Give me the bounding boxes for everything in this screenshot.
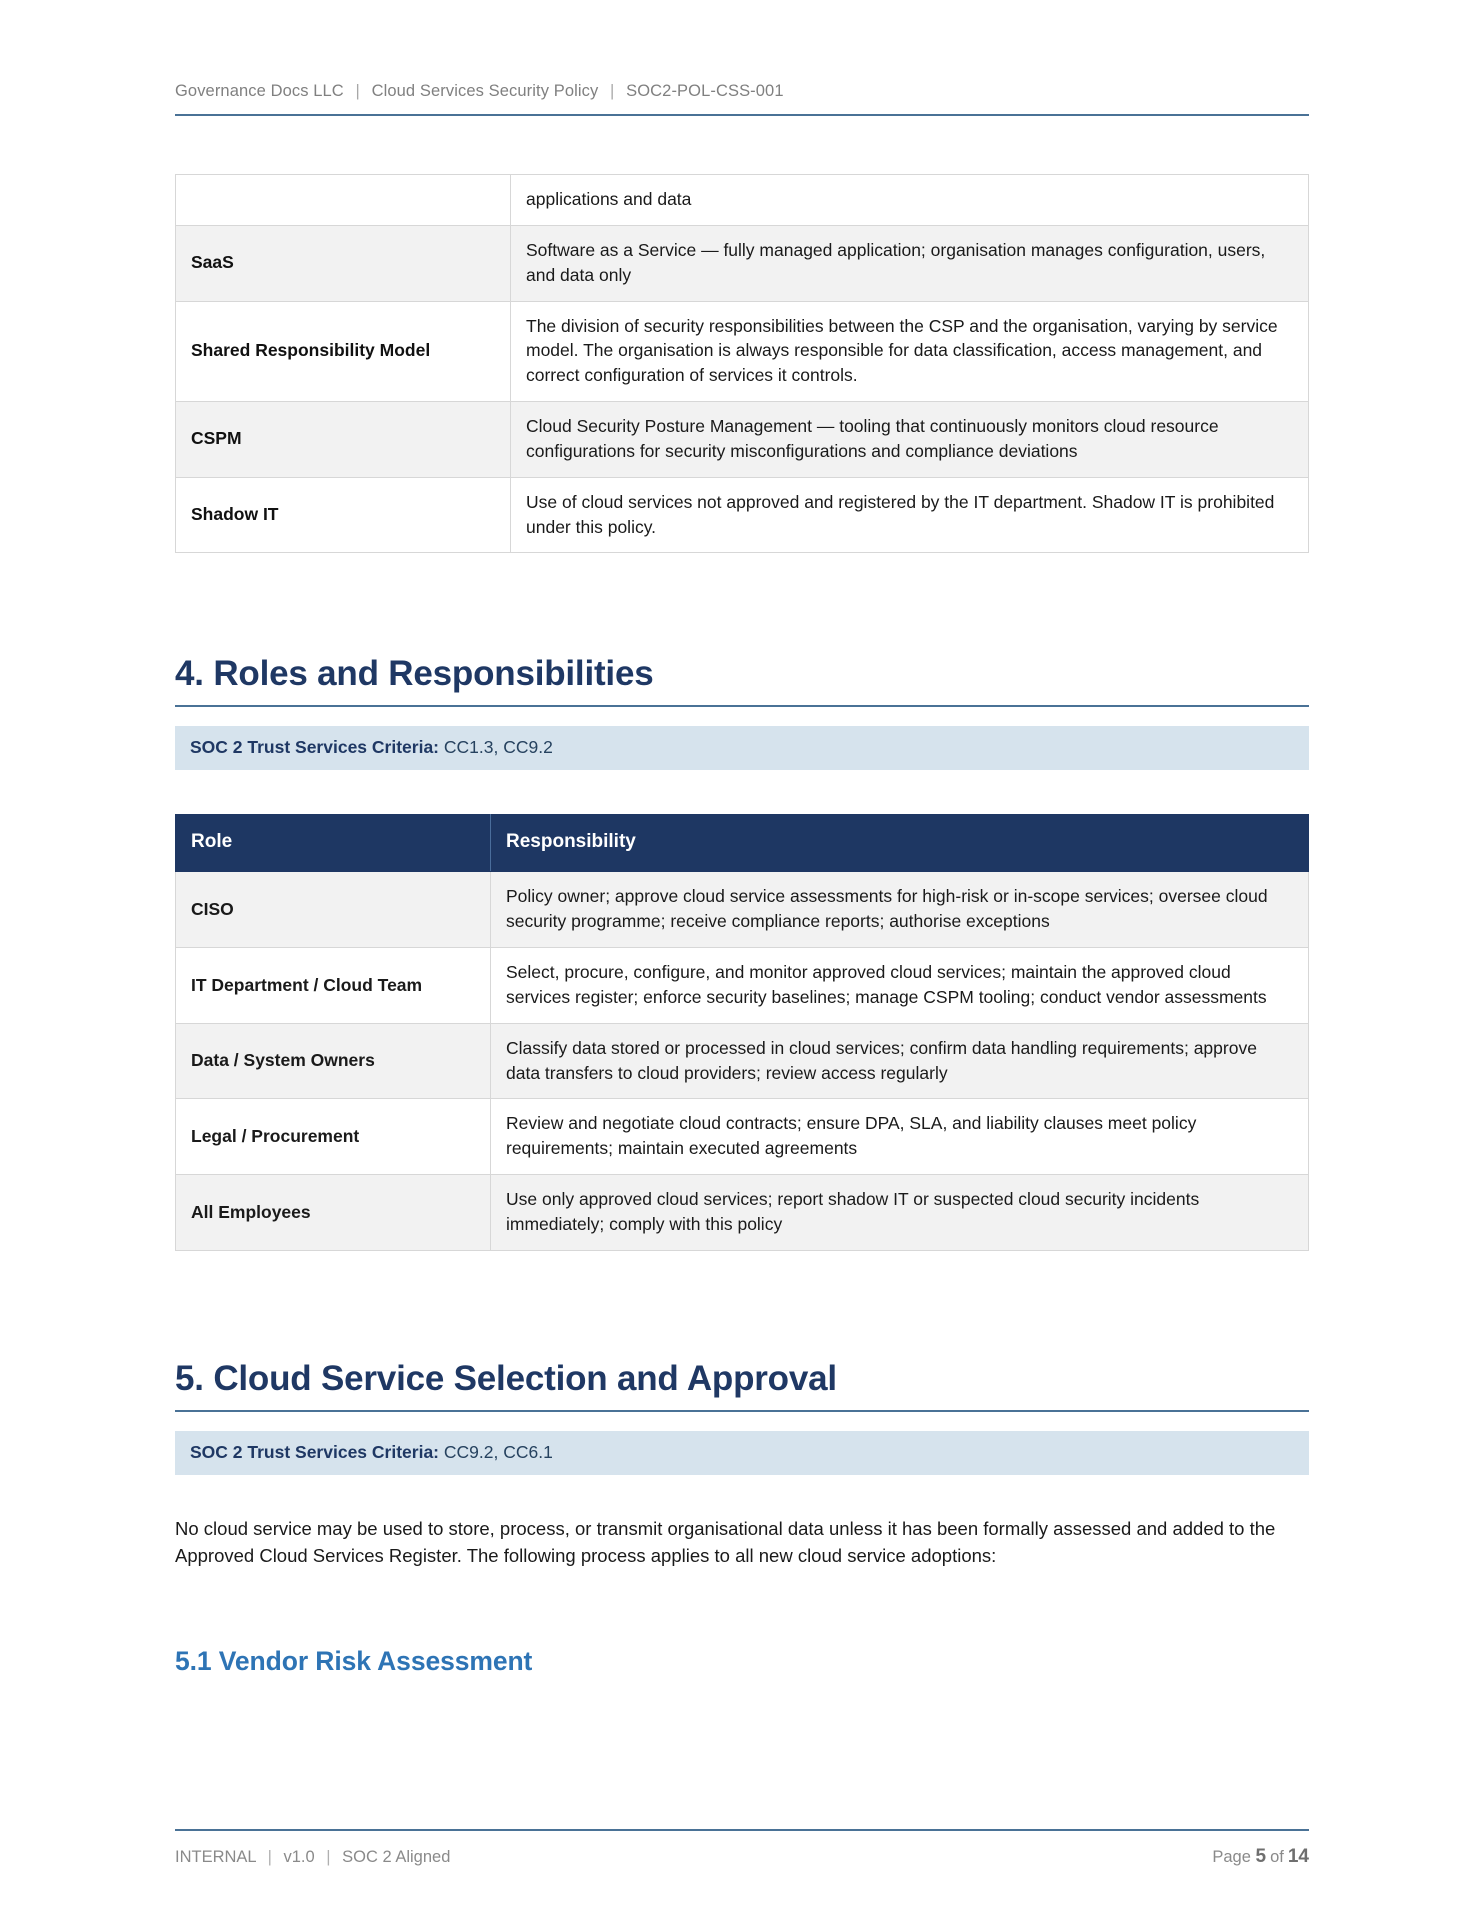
header-org: Governance Docs LLC [175,82,344,100]
glossary-term: Shared Responsibility Model [176,301,511,402]
glossary-term: CSPM [176,402,511,478]
section-4 [175,646,1309,1250]
section-5-heading: 5. Cloud Service Selection and Approval [175,1358,837,1398]
document-running-footer [175,1829,1309,1868]
footer-alignment: SOC 2 Aligned [342,1848,451,1866]
table-row [176,301,1309,402]
section-5-paragraph: No cloud service may be used to store, process, or transmit organisational data unless it has been formally assessed and added to the Approved Cloud Services Register. The following process applies to all new cloud service adoptions: [175,1517,1276,1567]
table-row [176,402,1309,478]
glossary-description: Use of cloud services not approved and registered by the IT department. Shadow IT is prohibited under this policy. [511,477,1309,553]
table-row [176,1023,1309,1099]
table-header-row [176,815,1309,872]
column-header-responsibility: Responsibility [491,815,1309,872]
footer-separator-2: | [326,1848,331,1866]
section-4-criteria-banner [175,726,1309,770]
column-header-role: Role [176,815,491,872]
footer-page-number [1212,1846,1309,1868]
header-separator-2: | [610,82,615,100]
role-responsibility: Use only approved cloud services; report shadow IT or suspected cloud security incidents immediately; comply with this policy [491,1175,1309,1251]
role-name: Legal / Procurement [176,1099,491,1175]
role-responsibility: Select, procure, configure, and monitor approved cloud services; maintain the approved cloud services register; enforce security baselines; manage CSPM tooling; conduct vendor assessments [491,948,1309,1024]
glossary-term [176,175,511,226]
criteria-values: CC1.3, CC9.2 [443,737,553,758]
document-running-header [175,0,1309,101]
footer-version: v1.0 [283,1848,315,1866]
footer-divider-rule [175,1829,1309,1831]
role-name: IT Department / Cloud Team [176,948,491,1024]
role-responsibility: Review and negotiate cloud contracts; ensure DPA, SLA, and liability clauses meet policy requirements; maintain executed agreements [491,1099,1309,1175]
page-current: 5 [1255,1846,1267,1867]
footer-classification: INTERNAL [175,1848,256,1866]
glossary-term: SaaS [176,225,511,301]
glossary-term: Shadow IT [176,477,511,553]
role-responsibility: Classify data stored or processed in cloud services; confirm data handling requirements; approve data transfers to cloud providers; review access regularly [491,1023,1309,1099]
header-doc-id: SOC2-POL-CSS-001 [626,82,784,100]
section-5 [175,1351,1309,1677]
criteria-label: SOC 2 Trust Services Criteria: [190,1441,439,1462]
footer-separator-1: | [267,1848,272,1866]
page-total: 14 [1287,1846,1309,1867]
page-word: Page [1212,1848,1251,1866]
role-name: CISO [176,872,491,948]
header-separator-1: | [355,82,360,100]
table-row [176,948,1309,1024]
header-doc-title: Cloud Services Security Policy [371,82,599,100]
table-row [176,872,1309,948]
glossary-description: applications and data [511,175,1309,226]
section-4-heading: 4. Roles and Responsibilities [175,654,654,694]
roles-responsibilities-table [175,814,1309,1250]
table-row [176,225,1309,301]
footer-left-meta [175,1848,450,1867]
role-name: Data / System Owners [176,1023,491,1099]
glossary-table [175,174,1309,553]
criteria-label: SOC 2 Trust Services Criteria: [190,737,439,758]
criteria-values: CC9.2, CC6.1 [443,1441,553,1462]
glossary-description: Software as a Service — fully managed application; organisation manages configuration, users, and data only [511,225,1309,301]
role-name: All Employees [176,1175,491,1251]
table-row [176,477,1309,553]
role-responsibility: Policy owner; approve cloud service assessments for high-risk or in-scope services; oversee cloud security programme; receive compliance reports; authorise exceptions [491,872,1309,948]
page-of-word: of [1270,1848,1284,1866]
glossary-description: The division of security responsibilities between the CSP and the organisation, varying by service model. The organisation is always responsible for data classification, access management, and correct configuration of services it controls. [511,301,1309,402]
glossary-description: Cloud Security Posture Management — tooling that continuously monitors cloud resource configurations for security misconfigurations and compliance deviations [511,402,1309,478]
header-divider-rule [175,114,1309,116]
section-4-heading-rule [175,705,1309,707]
section-5-criteria-banner [175,1431,1309,1475]
table-row [176,1099,1309,1175]
section-5-heading-rule [175,1410,1309,1412]
table-row [176,1175,1309,1251]
section-5-1-subheading: 5.1 Vendor Risk Assessment [175,1646,533,1677]
table-row [176,175,1309,226]
